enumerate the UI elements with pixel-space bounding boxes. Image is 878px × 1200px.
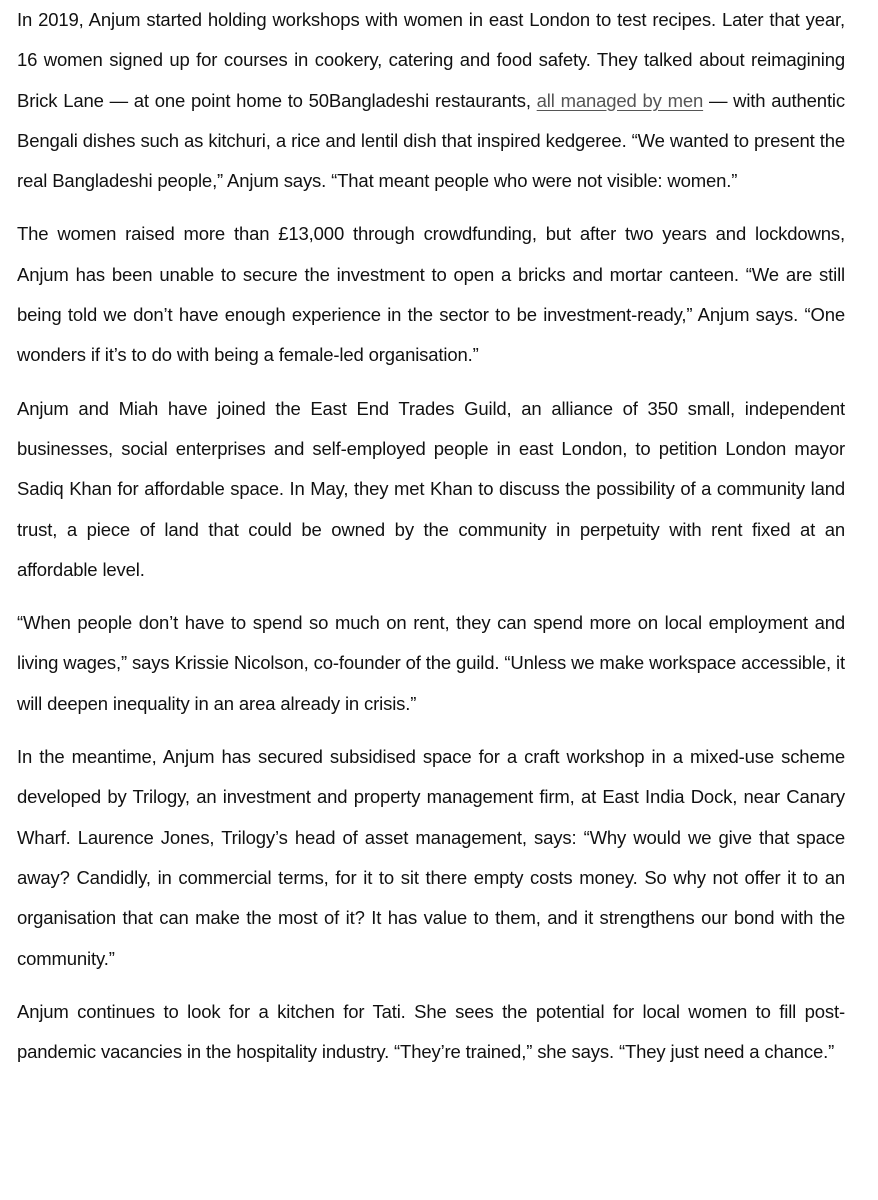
all-managed-by-men-link[interactable]: all managed by men [536,89,704,111]
paragraph-trilogy-space: In the meantime, Anjum has secured subsidised space for a craft workshop in a mixed-use scheme developed by Trilogy, an investment and property management firm, at East India Dock, near Canary Wharf. Laurence Jones, Trilogy’s head of asset management, says: “Why would we give that space away? Candidly, in commercial terms, for it to sit there empty costs money. So why not offer it to an organisation that can make the most of it? It has value to them, and it strengthens our bond with the community.” [17,746,845,969]
paragraph-trades-guild: Anjum and Miah have joined the East End Trades Guild, an alliance of 350 small, independent businesses, social enterprises and self-employed people in east London, to petition London mayor Sadiq Khan for affordable space. In May, they met Khan to discuss the possibility of a community land trust, a piece of land that could be owned by the community in perpetuity with rent fixed at an affordable level. [17,397,845,580]
paragraph-workshops-text-end: — with authentic Bengali dishes such as kitchuri, a rice and lentil dish that inspired kedgeree. “We wanted to present the real Bangladeshi people,” Anjum says. “That meant people who were not visible: women.” [17,89,845,192]
paragraph-workshops [17,0,845,201]
article-body [17,0,845,1072]
paragraph-quote-nicolson: “When people don’t have to spend so much on rent, they can spend more on local employment and living wages,” says Krissie Nicolson, co-founder of the guild. “Unless we make workspace accessible, it will deepen inequality in an area already in crisis.” [17,612,845,714]
paragraph-kitchen-search: Anjum continues to look for a kitchen for Tati. She sees the potential for local women to fill post-pandemic vacancies in the hospitality industry. “They’re trained,” she says. “They just need a chance.” [17,1000,845,1063]
paragraph-crowdfunding: The women raised more than £13,000 through crowdfunding, but after two years and lockdowns, Anjum has been unable to secure the investment to open a bricks and mortar canteen. “We are still being told we don’t have enough experience in the sector to be investment-ready,” Anjum says. “One wonders if it’s to do with being a female-led organisation.” [17,223,845,366]
paragraph-workshops-text-start: In 2019, Anjum started holding workshops with women in east London to test recipes. Later that year, 16 women signed up for courses in cookery, catering and food safety. They talked about reimagining Brick Lane — at one point home to 50Bangladeshi restaurants, [17,9,845,111]
